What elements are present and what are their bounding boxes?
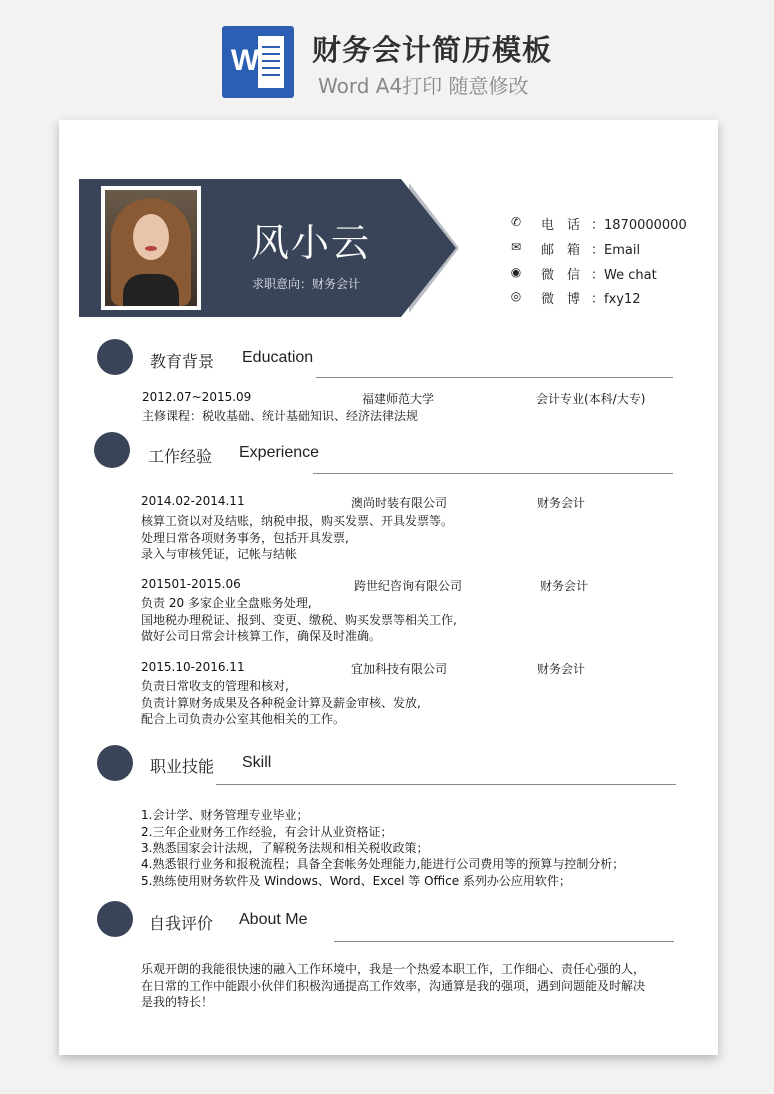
section-divider <box>334 941 674 942</box>
job-duty: 录入与审核凭证，记帐与结帐 <box>141 547 298 561</box>
job-role: 财务会计 <box>540 579 589 593</box>
skill-item: 4.熟悉银行业务和报税流程；具备全套帐务处理能力,能进行公司费用等的预算与控制分析； <box>141 857 625 871</box>
word-icon-letter: W <box>230 44 260 77</box>
mail-icon: ✉ <box>510 240 522 254</box>
contact-label: 邮 箱 <box>541 243 581 258</box>
contact-value: ：1870000000 <box>591 218 687 233</box>
section-title-education-en: Education <box>242 349 314 366</box>
job-duty: 负责 20 多家企业全盘账务处理, <box>141 596 312 610</box>
contact-label: 微 博 <box>541 292 581 307</box>
about-text: 乐观开朗的我能很快速的融入工作环境中，我是一个热爱本职工作，工作细心、责任心强的人， <box>141 962 646 976</box>
skill-item: 1.会计学、财务管理专业毕业； <box>141 808 309 822</box>
experience-section-icon <box>94 432 130 468</box>
contact-label: 电 话 <box>541 218 581 233</box>
job-duty: 负责计算财务成果及各种税金计算及薪金审核、发放, <box>141 696 421 710</box>
job-company: 跨世纪咨询有限公司 <box>354 579 463 593</box>
contact-value: ：Email <box>591 243 641 258</box>
section-title-experience: 工作经验 <box>148 447 213 466</box>
resume-page <box>59 120 718 1055</box>
job-period: 201501-2015.06 <box>141 577 241 591</box>
job-company: 澳尚时装有限公司 <box>351 496 448 510</box>
section-title-experience-en: Experience <box>239 444 320 461</box>
job-period: 2014.02-2014.11 <box>141 494 245 508</box>
about-text: 是我的特长！ <box>141 995 214 1009</box>
section-title-about-en: About Me <box>239 911 308 928</box>
candidate-name: 风小云 <box>251 221 372 265</box>
job-duty: 负责日常收支的管理和核对, <box>141 679 289 693</box>
job-role: 财务会计 <box>537 496 586 510</box>
section-divider <box>316 377 673 378</box>
section-divider <box>216 784 676 785</box>
phone-icon: ✆ <box>510 215 522 229</box>
skill-item: 3.熟悉国家会计法规，了解税务法规和相关税收政策； <box>141 841 429 855</box>
contact-value: ：fxy12 <box>591 292 641 307</box>
section-title-about: 自我评价 <box>149 914 214 933</box>
section-title-skill: 职业技能 <box>150 757 215 776</box>
weibo-icon: ◎ <box>510 289 522 303</box>
profile-photo <box>101 186 201 310</box>
job-role: 财务会计 <box>537 662 586 676</box>
education-period: 2012.07~2015.09 <box>142 390 252 404</box>
education-major: 会计专业(本科/大专) <box>536 392 646 406</box>
education-courses: 主修课程：税收基础、统计基础知识、经济法律法规 <box>142 409 419 423</box>
about-section-icon <box>97 901 133 937</box>
contact-value: ：We chat <box>591 268 657 283</box>
contact-label: 微 信 <box>541 268 581 283</box>
banner-subtitle: Word A4打印 随意修改 <box>318 74 529 98</box>
banner-title: 财务会计简历模板 <box>312 33 553 67</box>
job-period: 2015.10-2016.11 <box>141 660 245 674</box>
skill-section-icon <box>97 745 133 781</box>
skill-item: 2.三年企业财务工作经验，有会计从业资格证； <box>141 825 393 839</box>
job-duty: 处理日常各项财务事务，包括开具发票, <box>141 531 349 545</box>
word-icon <box>222 26 294 98</box>
skill-item: 5.熟练使用财务软件及 Windows、Word、Excel 等 Office 系列办公应用软件； <box>141 874 571 888</box>
job-duty: 配合上司负责办公室其他相关的工作。 <box>141 712 346 726</box>
job-duty: 核算工资以对及结账，纳税申报，购买发票、开具发票等。 <box>141 514 454 528</box>
job-duty: 做好公司日常会计核算工作，确保及时准确。 <box>141 629 382 643</box>
section-title-education: 教育背景 <box>150 352 215 371</box>
wechat-icon: ◉ <box>510 265 522 279</box>
education-school: 福建师范大学 <box>362 392 435 406</box>
section-divider <box>313 473 673 474</box>
section-title-skill-en: Skill <box>242 754 272 771</box>
job-objective: 求职意向：财务会计 <box>252 277 361 291</box>
education-section-icon <box>97 339 133 375</box>
job-company: 宜加科技有限公司 <box>351 662 448 676</box>
about-text: 在日常的工作中能跟小伙伴们积极沟通提高工作效率，沟通算是我的强项，遇到问题能及时解决 <box>141 979 646 993</box>
header-arrow <box>401 179 456 317</box>
job-duty: 国地税办理税证、报到、变更、缴税、购买发票等相关工作, <box>141 613 457 627</box>
